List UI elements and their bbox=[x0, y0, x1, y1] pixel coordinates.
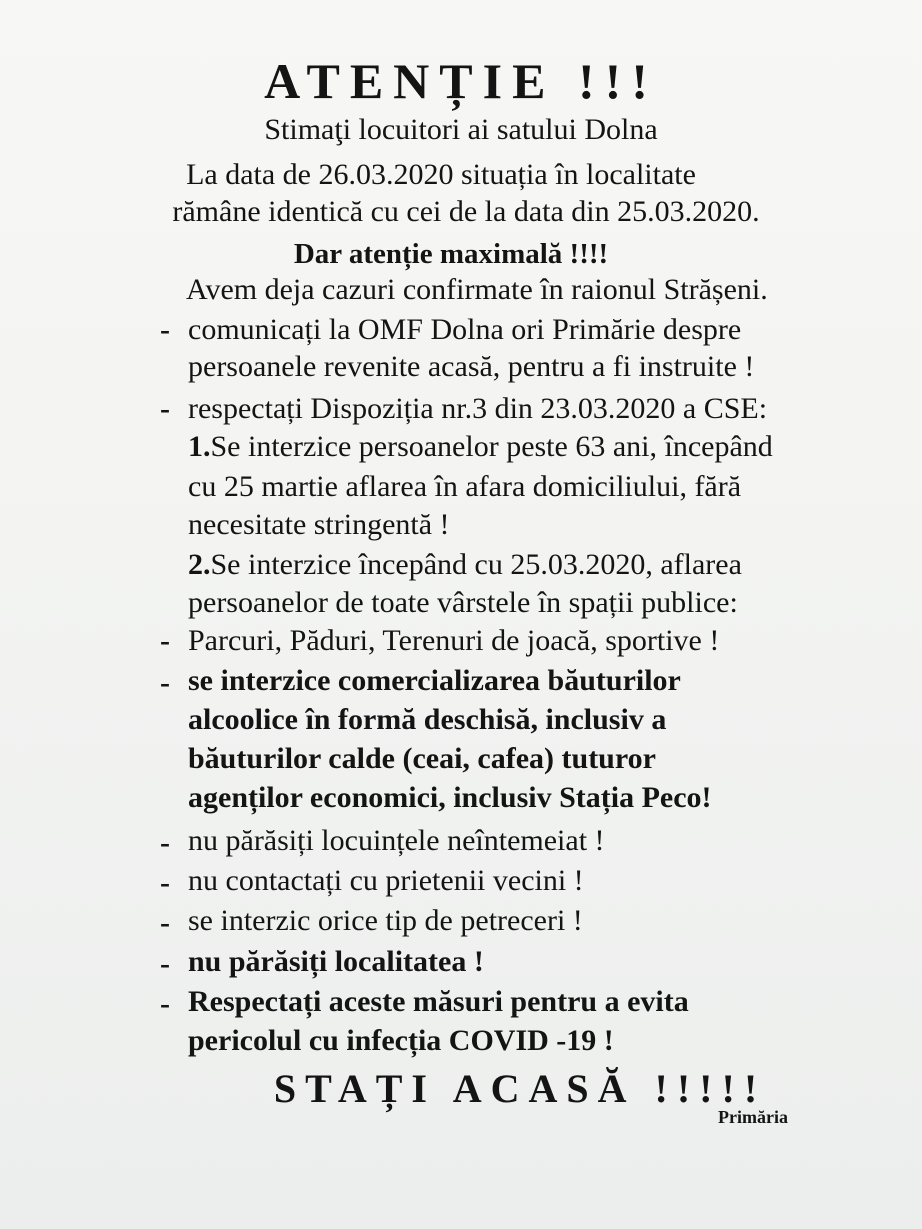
item-4-line-c: băuturilor calde (ceai, cafea) tuturor bbox=[188, 742, 656, 775]
bullet-dash: - bbox=[160, 987, 170, 1020]
page-title: ATENȚIE !!! bbox=[264, 53, 658, 109]
item-3-line: Parcuri, Păduri, Terenuri de joacă, sportive ! bbox=[188, 624, 720, 657]
warning-line: Dar atenție maximală !!!! bbox=[293, 238, 609, 270]
intro-line-2: rămâne identică cu cei de la data din 25.03.2020. bbox=[172, 195, 760, 228]
intro-line-1: La data de 26.03.2020 situația în localitate bbox=[186, 158, 696, 191]
bullet-dash: - bbox=[160, 666, 170, 699]
bullet-dash: - bbox=[160, 624, 170, 657]
rule-1-line-c: necesitate stringentă ! bbox=[188, 508, 450, 541]
bullet-dash: - bbox=[160, 866, 170, 899]
item-9-line-b: pericolul cu infecția COVID -19 ! bbox=[188, 1024, 614, 1057]
greeting: Stimaţi locuitori ai satului Dolna bbox=[264, 113, 658, 146]
rule-2-number: 2. bbox=[188, 548, 211, 581]
signature: Primăria bbox=[718, 1107, 788, 1127]
bullet-dash: - bbox=[160, 906, 170, 939]
item-6-line: nu contactați cu prietenii vecini ! bbox=[188, 864, 584, 897]
item-7-line: se interzic orice tip de petreceri ! bbox=[188, 904, 583, 937]
rule-1-text: Se interzice persoanelor peste 63 ani, începând bbox=[210, 430, 773, 463]
bullet-dash: - bbox=[160, 313, 170, 346]
item-4-line-a: se interzice comercializarea băuturilor bbox=[188, 664, 681, 697]
item-4-line-d: agenților economici, inclusiv Stația Peco! bbox=[188, 781, 712, 814]
rule-2-line-a bbox=[188, 548, 742, 582]
item-8-line: nu părăsiți localitatea ! bbox=[188, 945, 484, 978]
bullet-dash: - bbox=[160, 392, 170, 425]
bullet-dash: - bbox=[160, 947, 170, 980]
item-1-line-a: comunicați la OMF Dolna ori Primărie despre bbox=[188, 313, 742, 346]
rule-2-text: Se interzice începând cu 25.03.2020, aflarea bbox=[210, 548, 742, 581]
rule-1-line-b: cu 25 martie aflarea în afara domiciliului, fără bbox=[188, 470, 742, 503]
rule-2-line-b: persoanelor de toate vârstele în spații publice: bbox=[188, 586, 738, 619]
footer-slogan: STAȚI ACASĂ !!!!! bbox=[273, 1066, 767, 1111]
item-2-line: respectați Dispoziția nr.3 din 23.03.2020 a CSE: bbox=[188, 392, 768, 425]
item-4-line-b: alcoolice în formă deschisă, inclusiv a bbox=[188, 703, 667, 736]
item-9-line-a: Respectați aceste măsuri pentru a evita bbox=[188, 985, 689, 1018]
item-5-line: nu părăsiți locuințele neîntemeiat ! bbox=[188, 824, 605, 857]
bullet-dash: - bbox=[160, 826, 170, 859]
cases-line: Avem deja cazuri confirmate în raionul Strășeni. bbox=[186, 273, 768, 306]
item-1-line-b: persoanele revenite acasă, pentru a fi instruite ! bbox=[188, 350, 755, 383]
rule-1-number: 1. bbox=[188, 430, 211, 463]
rule-1-line-a bbox=[188, 430, 773, 464]
